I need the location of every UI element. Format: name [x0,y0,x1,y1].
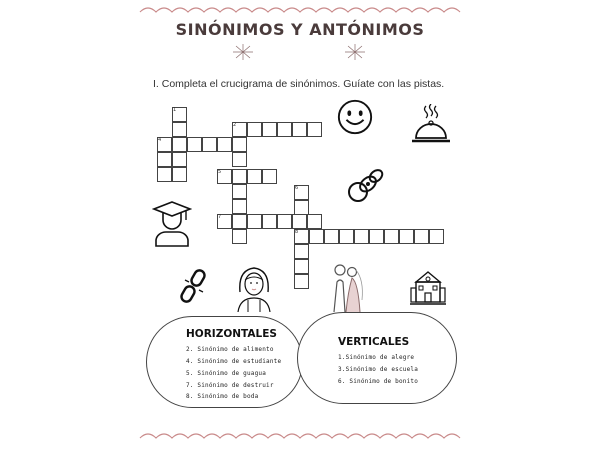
crossword-cell[interactable] [429,229,444,244]
crossword-cell[interactable] [262,169,277,184]
crossword-cell[interactable] [354,229,369,244]
crossword-cell[interactable] [172,152,187,167]
crossword-cell[interactable] [339,229,354,244]
clue-number: 2 [233,122,237,128]
clue-item: 8. Sinónimo de boda [186,393,259,400]
crossword-cell[interactable] [324,229,339,244]
clue-item: 4. Sinónimo de estudiante [186,358,282,365]
crossword-cell[interactable] [172,137,187,152]
crossword-cell[interactable] [307,214,322,229]
girl-icon [232,262,276,312]
crossword-cell[interactable] [309,229,324,244]
crossword-cell[interactable] [232,229,247,244]
instruction-text: I. Completa el crucigrama de sinónimos. Guíate con las pistas. [153,78,445,90]
smiley-icon [336,98,374,136]
crossword-cell[interactable] [277,122,292,137]
crossword-cell[interactable] [247,122,262,137]
clue-number: 7 [218,214,222,220]
crossword-cell[interactable] [232,137,247,152]
clue-item: 3.Sinónimo de escuela [338,366,419,373]
crossword-cell[interactable] [217,137,232,152]
clue-item: 7. Sinónimo de destruir [186,382,274,389]
crossword-cell[interactable] [262,214,277,229]
crossword-cell[interactable] [262,122,277,137]
graduate-icon [152,200,192,248]
crossword-cell[interactable] [292,214,307,229]
clue-item: 6. Sinónimo de bonito [338,378,419,385]
clue-number: 5 [218,169,222,175]
crossword-cell[interactable] [172,167,187,182]
crossword-cell[interactable] [157,152,172,167]
crossword-cell[interactable] [232,169,247,184]
crossword-cell[interactable] [399,229,414,244]
crossword-cell[interactable] [277,214,292,229]
pacifier-icon [346,166,386,204]
crossword-cell[interactable] [232,199,247,214]
crossword-cell[interactable] [247,169,262,184]
crossword-cell[interactable] [369,229,384,244]
crossword-cell[interactable] [384,229,399,244]
crossword-cell[interactable] [232,152,247,167]
clue-number: 4 [158,137,162,143]
horizontal-clues-title: HORIZONTALES [186,328,277,340]
broken-chain-icon [177,268,209,304]
crossword-cell[interactable] [247,214,262,229]
clue-number: 1 [173,107,177,113]
clue-number: 8 [295,229,299,235]
crossword-cell[interactable] [307,122,322,137]
crossword-cell[interactable] [232,184,247,199]
page-title: SINÓNIMOS Y ANTÓNIMOS [175,20,425,39]
crossword-cell[interactable] [202,137,217,152]
clue-number: 6 [295,185,299,191]
crossword-cell[interactable] [187,137,202,152]
crossword-cell[interactable] [294,274,309,289]
clue-item: 5. Sinónimo de guagua [186,370,267,377]
clue-item: 2. Sinónimo de alimento [186,346,274,353]
crossword-cell[interactable] [294,200,309,215]
school-icon [410,270,446,306]
crossword-cell[interactable] [232,214,247,229]
crossword-cell[interactable] [294,244,309,259]
crossword-cell[interactable] [292,122,307,137]
crossword-cell[interactable] [294,259,309,274]
crossword-cell[interactable] [414,229,429,244]
vertical-clues-title: VERTICALES [338,336,410,348]
wedding-couple-icon [324,262,370,312]
food-tray-icon [410,104,452,148]
clue-item: 1.Sinónimo de alegre [338,354,415,361]
crossword-cell[interactable] [157,167,172,182]
crossword-cell[interactable] [172,122,187,137]
